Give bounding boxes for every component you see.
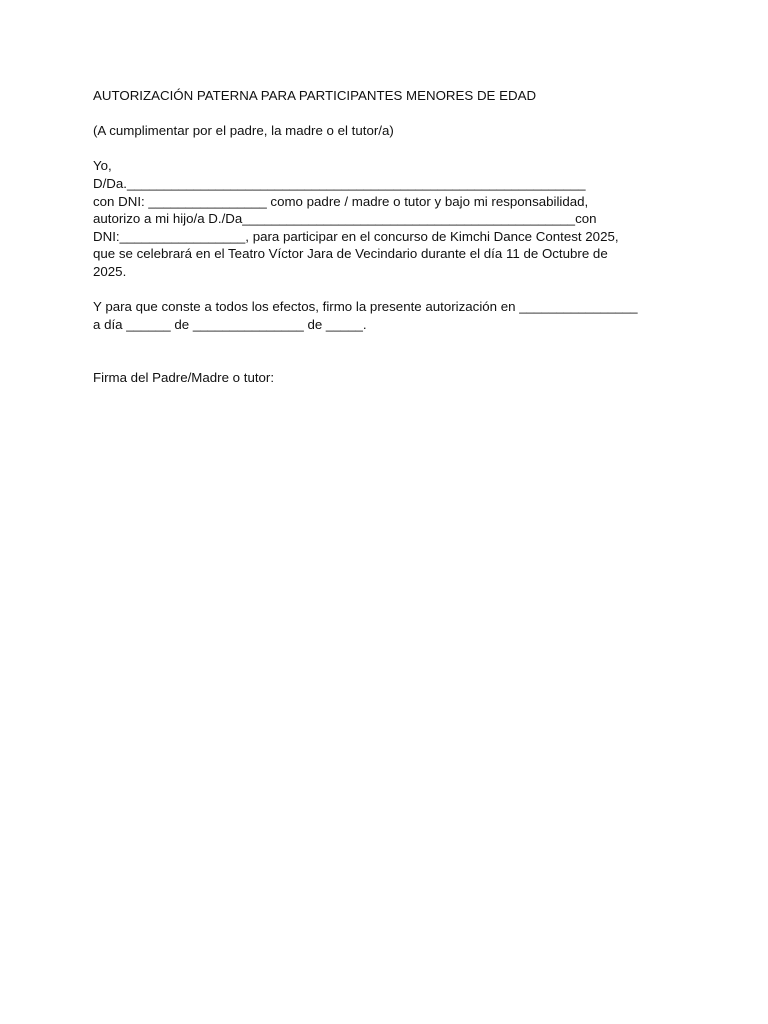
- document-subtitle: (A cumplimentar por el padre, la madre o el tutor/a): [93, 123, 394, 139]
- document-title: AUTORIZACIÓN PATERNA PARA PARTICIPANTES MENORES DE EDAD: [93, 88, 537, 103]
- body-line-child-dni: DNI:_________________, para participar en el concurso de Kimchi Dance Contest 2025,: [93, 228, 619, 244]
- spacer: [93, 281, 693, 299]
- body-line-year: 2025.: [93, 263, 127, 279]
- body-line-yo: Yo,: [93, 158, 112, 174]
- spacer: [93, 140, 693, 158]
- closing-line-place: Y para que conste a todos los efectos, firmo la presente autorización en ________________: [93, 299, 638, 315]
- signature-label: Firma del Padre/Madre o tutor:: [93, 369, 275, 385]
- body-line-parent-dni: con DNI: ________________ como padre / madre o tutor y bajo mi responsabilidad,: [93, 193, 589, 209]
- body-line-parent-name: D/Da.______________________________________________________________: [93, 175, 586, 191]
- document-body: [93, 87, 693, 386]
- body-line-venue: que se celebrará en el Teatro Víctor Jara de Vecindario durante el día 11 de Octubre de: [93, 246, 608, 262]
- spacer: [93, 333, 693, 368]
- body-line-child-name: autorizo a mi hijo/a D./Da_____________________________________________con: [93, 211, 597, 227]
- closing-line-date: a día ______ de _______________ de _____.: [93, 316, 367, 332]
- spacer: [93, 105, 693, 123]
